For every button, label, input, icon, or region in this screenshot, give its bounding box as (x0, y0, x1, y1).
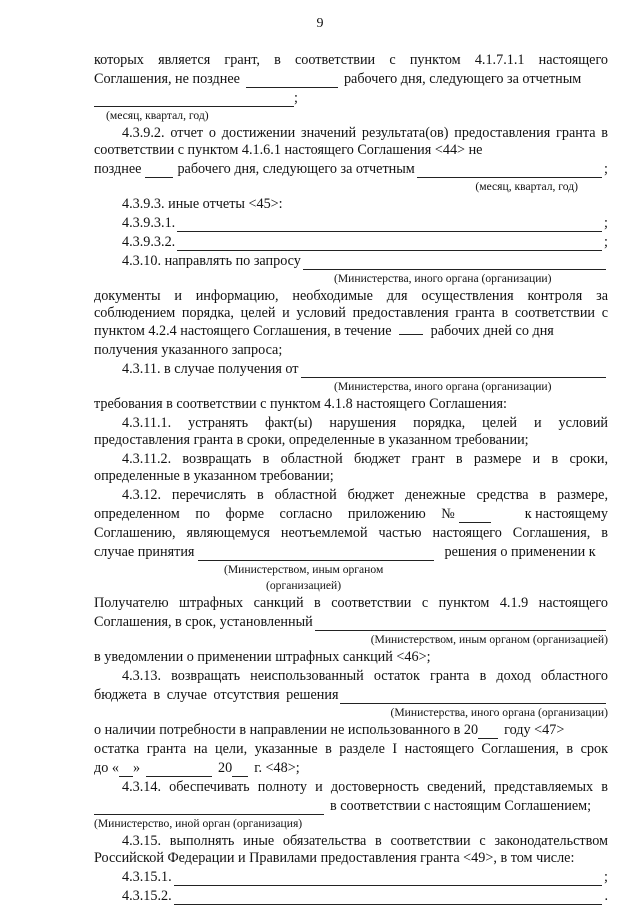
other-report-1-blank[interactable] (177, 217, 602, 232)
decision-by-blank[interactable] (198, 548, 434, 561)
ministry-blank-4[interactable] (315, 616, 606, 631)
clause-4-3-13-line2: бюджета в случае отсутствия решения (94, 687, 608, 704)
clause-4-3-12-line2: определенном по форме согласно приложению № к настоящему (94, 506, 608, 522)
clause-4-3-13-line3: о наличии потребности в направлении не использованного в 20 году <47> (94, 722, 565, 738)
clause-4-3-13-line5: до « » 20 г. <48>; (94, 760, 300, 776)
clause-4-3-12-line1: 4.3.12. перечислять в областной бюджет денежные средства в размере, (122, 487, 608, 503)
clause-4-3-9-3-2: 4.3.9.3.2. ; (122, 234, 608, 250)
ministry-blank-6[interactable] (94, 802, 324, 815)
clause-4-3-11-1: 4.3.11.1. устранять факт(ы) нарушения порядка, целей и условий предоставления гранта в сроки, определенные в указанном требовании; (94, 415, 608, 448)
ministry-caption-3a: (Министерством, иным органом (224, 563, 384, 576)
clause-4-3-12-line4: случае принятия решения о применении к (94, 544, 596, 560)
paragraph-continuation-line3: ; (94, 90, 608, 107)
clause-4-3-9-2-line3: позднее рабочего дня, следующего за отчетным ; (94, 161, 608, 177)
ministry-caption-5: (Министерства, иного органа (организации) (390, 706, 608, 719)
deadline-days-blank-2[interactable] (145, 165, 173, 178)
other-report-2-blank[interactable] (177, 236, 602, 251)
clause-4-3-10-end: получения указанного запроса; (94, 342, 283, 358)
clause-4-3-9-2: 4.3.9.2. отчет о достижении значений результата(ов) предоставления гранта в соответствии с пунктом 4.1.6.1 настоящего Соглашения <44> не (94, 125, 608, 158)
paragraph-continuation-line1: которых является грант, в соответствии с пунктом 4.1.7.1.1 настоящего (94, 52, 608, 68)
days-blank-3[interactable] (399, 322, 423, 335)
clause-4-3-12-line5: Получателю штрафных санкций в соответствии с пунктом 4.1.9 настоящего (94, 595, 608, 611)
clause-4-3-13-line4: остатка гранта на цели, указанные в разделе I настоящего Соглашения, в срок (94, 741, 608, 757)
page-number: 9 (316, 16, 324, 31)
ministry-blank-1[interactable] (303, 255, 606, 270)
clause-4-3-11-body: требования в соответствии с пунктом 4.1.8 настоящего Соглашения: (94, 396, 507, 412)
year-blank[interactable] (478, 726, 498, 739)
clause-4-3-9-3: 4.3.9.3. иные отчеты <45>: (122, 196, 283, 212)
ministry-blank-5[interactable] (340, 689, 606, 704)
clause-4-3-13-line1: 4.3.13. возвращать неиспользованный остаток гранта в доход областного (122, 668, 608, 684)
document-body (94, 52, 608, 907)
ministry-blank-2[interactable] (301, 363, 607, 378)
clause-4-3-10: 4.3.10. направлять по запросу (94, 253, 608, 270)
period-blank-2[interactable] (417, 163, 602, 178)
paragraph-continuation-line2: Соглашения, не позднее рабочего дня, следующего за отчетным (94, 71, 582, 87)
ministry-caption-6: (Министерство, иной орган (организация) (94, 817, 303, 830)
ministry-caption-3b: (организацией) (266, 579, 342, 592)
ministry-caption-1: (Министерства, иного органа (организации) (334, 272, 552, 285)
clause-4-3-11: 4.3.11. в случае получения от (94, 361, 608, 378)
clause-4-3-9-3-1: 4.3.9.3.1. ; (122, 215, 608, 231)
period-caption-2: (месяц, квартал, год) (475, 180, 578, 193)
deadline-days-blank[interactable] (246, 75, 338, 88)
clause-4-3-12-line6: Соглашения, в срок, установленный (94, 614, 608, 631)
ministry-caption-2: (Министерства, иного органа (организации) (334, 380, 552, 393)
clause-4-3-15-2: 4.3.15.2. . (122, 888, 608, 904)
clause-4-3-15-1: 4.3.15.1. ; (122, 869, 608, 885)
day-blank[interactable] (119, 764, 133, 777)
period-blank[interactable] (94, 94, 294, 107)
clause-4-3-14-line1: 4.3.14. обеспечивать полноту и достоверность сведений, представляемых в (122, 779, 608, 795)
ministry-caption-4: (Министерством, иным органом (организацией) (370, 633, 608, 646)
month-blank[interactable] (146, 764, 212, 777)
clause-4-3-10-body: документы и информацию, необходимые для осуществления контроля за соблюдением порядка, целей и условий предоставления гранта в соответствии с пунктом 4.2.4 настоящего Соглашения, в течение рабочих дней со дня (94, 288, 608, 339)
other-obligation-2-blank[interactable] (174, 890, 603, 905)
year-blank-2[interactable] (232, 764, 248, 777)
other-obligation-1-blank[interactable] (174, 871, 602, 886)
clause-4-3-11-2: 4.3.11.2. возвращать в областной бюджет грант в размере и в сроки, определенные в указанном требовании; (94, 451, 608, 484)
clause-4-3-15: 4.3.15. выполнять иные обязательства в соответствии с законодательством Российской Федерации и Правилами предоставления гранта <49>, в том числе: (94, 833, 608, 866)
clause-4-3-12-line3: Соглашению, являющемуся неотъемлемой частью настоящего Соглашения, в (94, 525, 608, 541)
period-caption: (месяц, квартал, год) (106, 109, 209, 122)
appendix-number-blank[interactable] (459, 510, 491, 523)
clause-4-3-12-line7: в уведомлении о применении штрафных санкций <46>; (94, 649, 431, 665)
clause-4-3-14-line2: в соответствии с настоящим Соглашением; (94, 798, 608, 815)
